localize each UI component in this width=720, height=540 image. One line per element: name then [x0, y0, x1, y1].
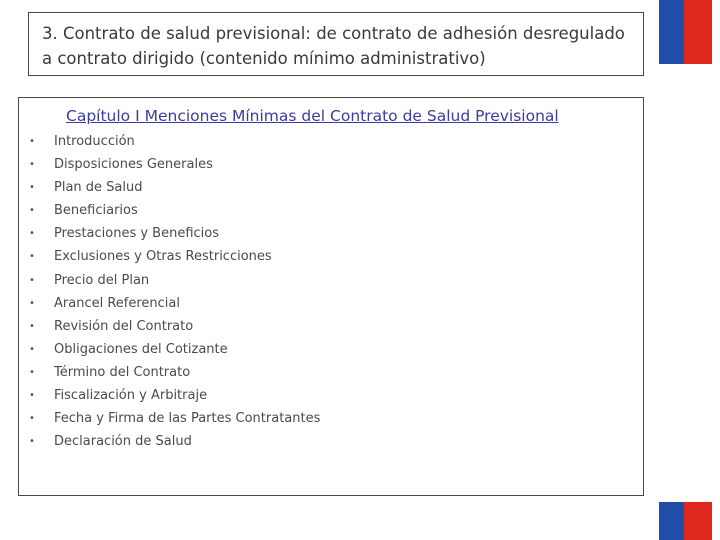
list-item-label: Prestaciones y Beneficios: [54, 226, 220, 242]
list-item-label: Precio del Plan: [54, 272, 150, 288]
flag-blue-stripe: [659, 0, 684, 64]
bullet-icon: •: [29, 251, 35, 263]
list-item-label: Arancel Referencial: [54, 295, 180, 311]
list-item: [19, 153, 619, 176]
list-item: [19, 292, 619, 315]
list-item: [19, 338, 619, 361]
list-item: [19, 315, 619, 338]
bullet-icon: •: [29, 182, 35, 194]
list-item: [19, 199, 619, 222]
list-item: [19, 222, 619, 245]
list-item: [19, 130, 619, 153]
bullet-list: [19, 130, 619, 453]
bullet-icon: •: [29, 320, 35, 332]
flag-blue-stripe: [659, 502, 684, 540]
list-item-label: Declaración de Salud: [54, 434, 192, 450]
list-item-label: Beneficiarios: [54, 203, 138, 219]
bullet-icon: •: [29, 436, 35, 448]
slide-title: 3. Contrato de salud previsional: de contrato de adhesión desregulado a contrato dirigido (contenido mínimo administrativo): [42, 24, 625, 68]
list-item-label: Fecha y Firma de las Partes Contratantes: [54, 411, 321, 427]
slide-title-box: [28, 12, 644, 76]
chapter-title: Capítulo I Menciones Mínimas del Contrato de Salud Previsional: [66, 107, 559, 125]
list-item: [19, 384, 619, 407]
list-item: [19, 361, 619, 384]
flag-red-stripe: [684, 502, 712, 540]
bullet-icon: •: [29, 205, 35, 217]
bullet-icon: •: [29, 297, 35, 309]
list-item: [19, 430, 619, 453]
bullet-icon: •: [29, 343, 35, 355]
flag-red-stripe: [684, 0, 712, 64]
list-item: [19, 176, 619, 199]
list-item-label: Disposiciones Generales: [54, 157, 213, 173]
bullet-icon: •: [29, 274, 35, 286]
list-item-label: Obligaciones del Cotizante: [54, 341, 228, 357]
list-item: [19, 269, 619, 292]
flag-decoration-bottom: [659, 502, 712, 540]
bullet-icon: •: [29, 413, 35, 425]
bullet-icon: •: [29, 366, 35, 378]
list-item-label: Fiscalización y Arbitraje: [54, 388, 208, 404]
content-box: [18, 97, 644, 496]
list-item: [19, 245, 619, 268]
bullet-icon: •: [29, 159, 35, 171]
list-item-label: Plan de Salud: [54, 180, 143, 196]
list-item-label: Revisión del Contrato: [54, 318, 194, 334]
list-item: [19, 407, 619, 430]
list-item-label: Término del Contrato: [54, 364, 191, 380]
list-item-label: Introducción: [54, 134, 135, 149]
bullet-icon: •: [29, 136, 35, 147]
list-item-label: Exclusiones y Otras Restricciones: [54, 249, 272, 265]
bullet-icon: •: [29, 228, 35, 240]
flag-decoration-top: [659, 0, 712, 64]
bullet-icon: •: [29, 390, 35, 402]
